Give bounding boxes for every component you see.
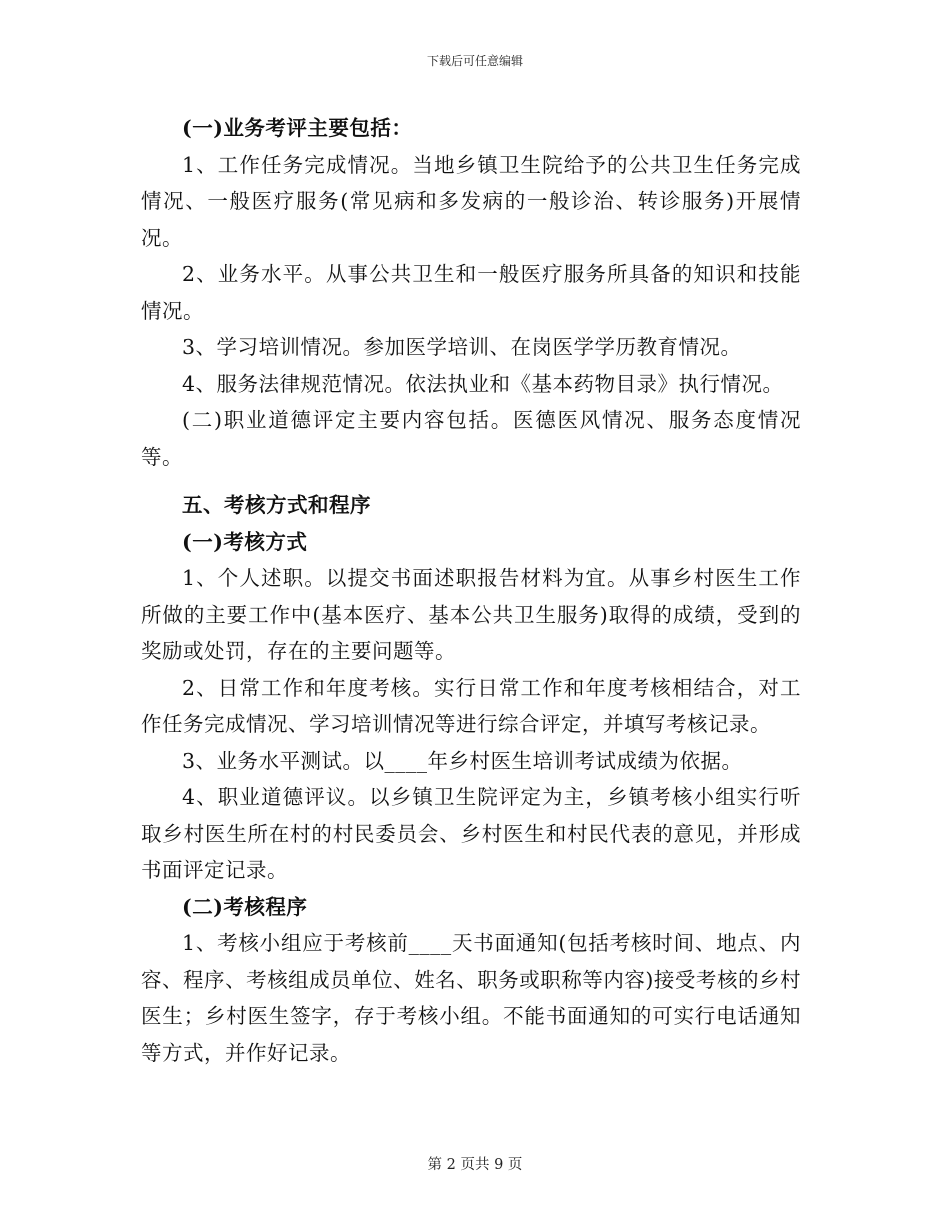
paragraph-business-level: 2、业务水平。从事公共卫生和一般医疗服务所具备的知识和技能情况。 [141,262,801,323]
paragraph-work-task-completion: 1、工作任务完成情况。当地乡镇卫生院给予的公共卫生任务完成情况、一般医疗服务(常见病和多发病的一般诊治、转诊服务)开展情况。 [141,152,801,250]
section-heading-assessment-method-procedure: 五、考核方式和程序 [182,493,371,517]
paragraph-professional-ethics: (二)职业道德评定主要内容包括。医德医风情况、服务态度情况等。 [141,408,801,469]
page-header-note: 下载后可任意编辑 [426,54,523,68]
paragraph-business-test: 3、业务水平测试。以____年乡村医生培训考试成绩为依据。 [182,748,743,773]
paragraph-ethics-review: 4、职业道德评议。以乡镇卫生院评定为主，乡镇考核小组实行听取乡村医生所在村的村民委员会、乡村医生和村民代表的意见，并形成书面评定记录。 [141,785,801,882]
paragraph-service-law: 4、服务法律规范情况。依法执业和《基本药物目录》执行情况。 [182,371,784,396]
section-heading-assessment-procedure: (二)考核程序 [182,894,308,919]
document-body [141,110,801,1071]
section-heading-business-evaluation: (一)业务考评主要包括： [182,116,413,140]
paragraph-daily-annual-assessment: 2、日常工作和年度考核。实行日常工作和年度考核相结合，对工作任务完成情况、学习培训情况等进行综合评定，并填写考核记录。 [141,675,801,736]
paragraph-personal-report: 1、个人述职。以提交书面述职报告材料为宜。从事乡村医生工作所做的主要工作中(基本医疗、基本公共卫生服务)取得的成绩，受到的奖励或处罚，存在的主要问题等。 [141,566,801,663]
paragraph-study-training: 3、学习培训情况。参加医学培训、在岗医学学历教育情况。 [182,335,742,359]
paragraph-notification: 1、考核小组应于考核前____天书面通知(包括考核时间、地点、内容、程序、考核组成员单位、姓名、职务或职称等内容)接受考核的乡村医生；乡村医生签字，存于考核小组。不能书面通知的可实行电话通知等方式，并作好记录。 [141,931,801,1065]
page-number-footer: 第 2 页共 9 页 [427,1157,523,1173]
section-heading-assessment-method: (一)考核方式 [182,529,308,554]
